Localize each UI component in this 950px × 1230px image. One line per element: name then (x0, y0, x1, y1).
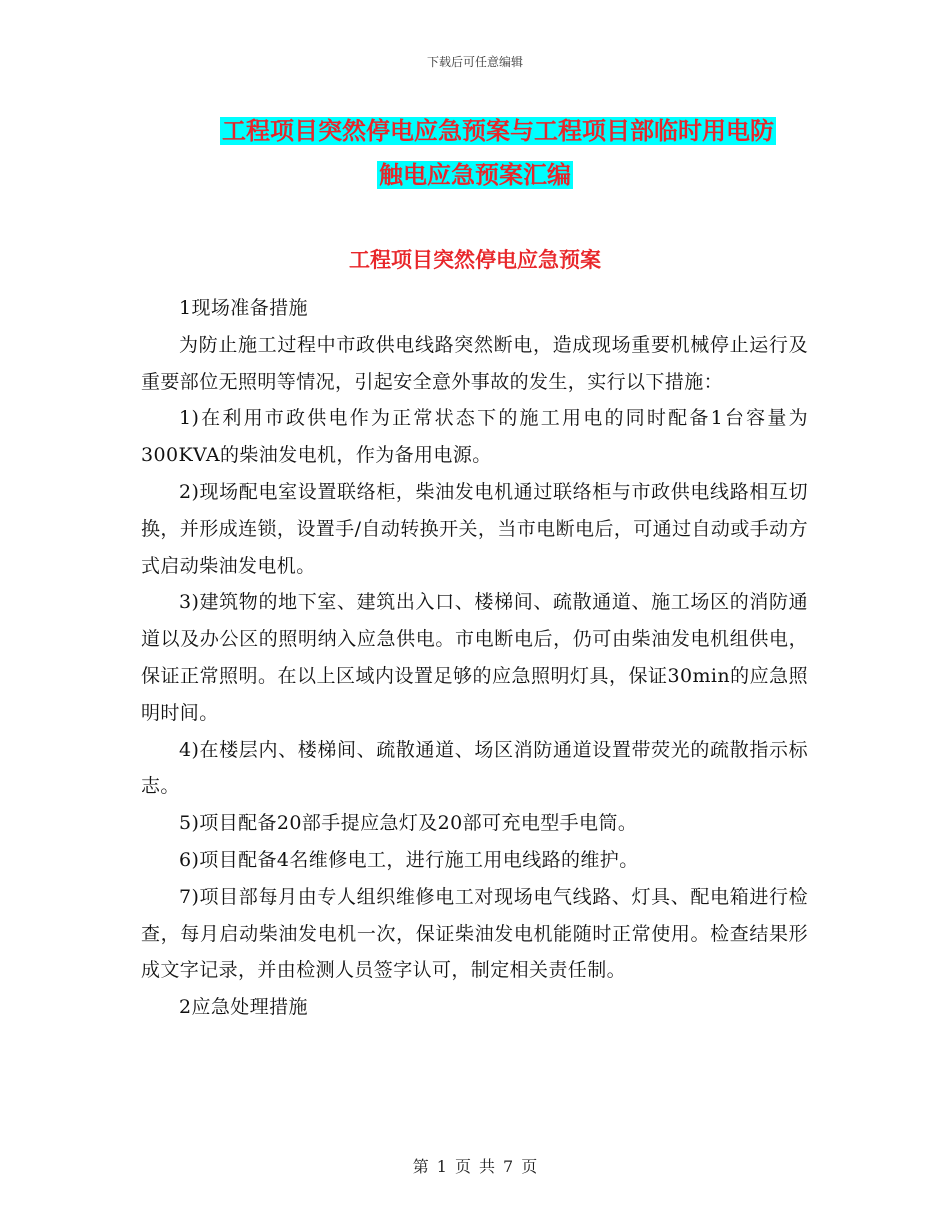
footer-suffix: 页 (521, 1157, 538, 1176)
paragraph-heading-1: 1现场准备措施 (179, 297, 308, 319)
section-title: 工程项目突然停电应急预案 (349, 248, 601, 272)
paragraph-heading-2: 2应急处理措施 (179, 996, 308, 1019)
document-title-line-1-text: 工程项目突然停电应急预案与工程项目部临时用电防 (222, 117, 774, 145)
footer-page-word: 页 (454, 1157, 471, 1176)
document-body (141, 290, 808, 1026)
footer-total-word: 共 (479, 1157, 496, 1176)
page-footer (0, 1154, 950, 1177)
paragraph: 5)项目配备20部手提应急灯及20部可充电型手电筒。 (179, 812, 638, 835)
paragraph: 7)项目部每月由专人组织维修电工对现场电气线路、灯具、配电箱进行检查，每月启动柴油发电机一次，保证柴油发电机能随时正常使用。检查结果形成文字记录，并由检测人员签字认可，制定相关责任制。 (141, 885, 808, 982)
paragraph: 4)在楼层内、楼梯间、疏散通道、场区消防通道设置带荧光的疏散指示标志。 (141, 738, 808, 798)
header-note: 下载后可任意编辑 (426, 55, 523, 69)
footer-total-pages: 7 (503, 1157, 514, 1176)
document-title-line-2 (0, 155, 950, 195)
paragraph: 1)在利用市政供电作为正常状态下的施工用电的同时配备1台容量为300KVA的柴油发电机，作为备用电源。 (141, 407, 808, 467)
footer-prefix: 第 (412, 1157, 429, 1176)
paragraph: 为防止施工过程中市政供电线路突然断电，造成现场重要机械停止运行及重要部位无照明等情况，引起安全意外事故的发生，实行以下措施： (141, 333, 808, 393)
paragraph: 2)现场配电室设置联络柜，柴油发电机通过联络柜与市政供电线路相互切换，并形成连锁，设置手/自动转换开关，当市电断电后，可通过自动或手动方式启动柴油发电机。 (141, 480, 808, 577)
footer-page-number: 1 (436, 1157, 447, 1176)
document-title-line-2-text: 触电应急预案汇编 (379, 161, 571, 189)
paragraph: 3)建筑物的地下室、建筑出入口、楼梯间、疏散通道、施工场区的消防通道以及办公区的照明纳入应急供电。市电断电后，仍可由柴油发电机组供电，保证正常照明。在以上区域内设置足够的应急照明灯具，保证30min的应急照明时间。 (141, 591, 808, 724)
paragraph: 6)项目配备4名维修电工，进行施工用电线路的维护。 (179, 848, 639, 871)
document-title-line-1 (0, 111, 950, 151)
